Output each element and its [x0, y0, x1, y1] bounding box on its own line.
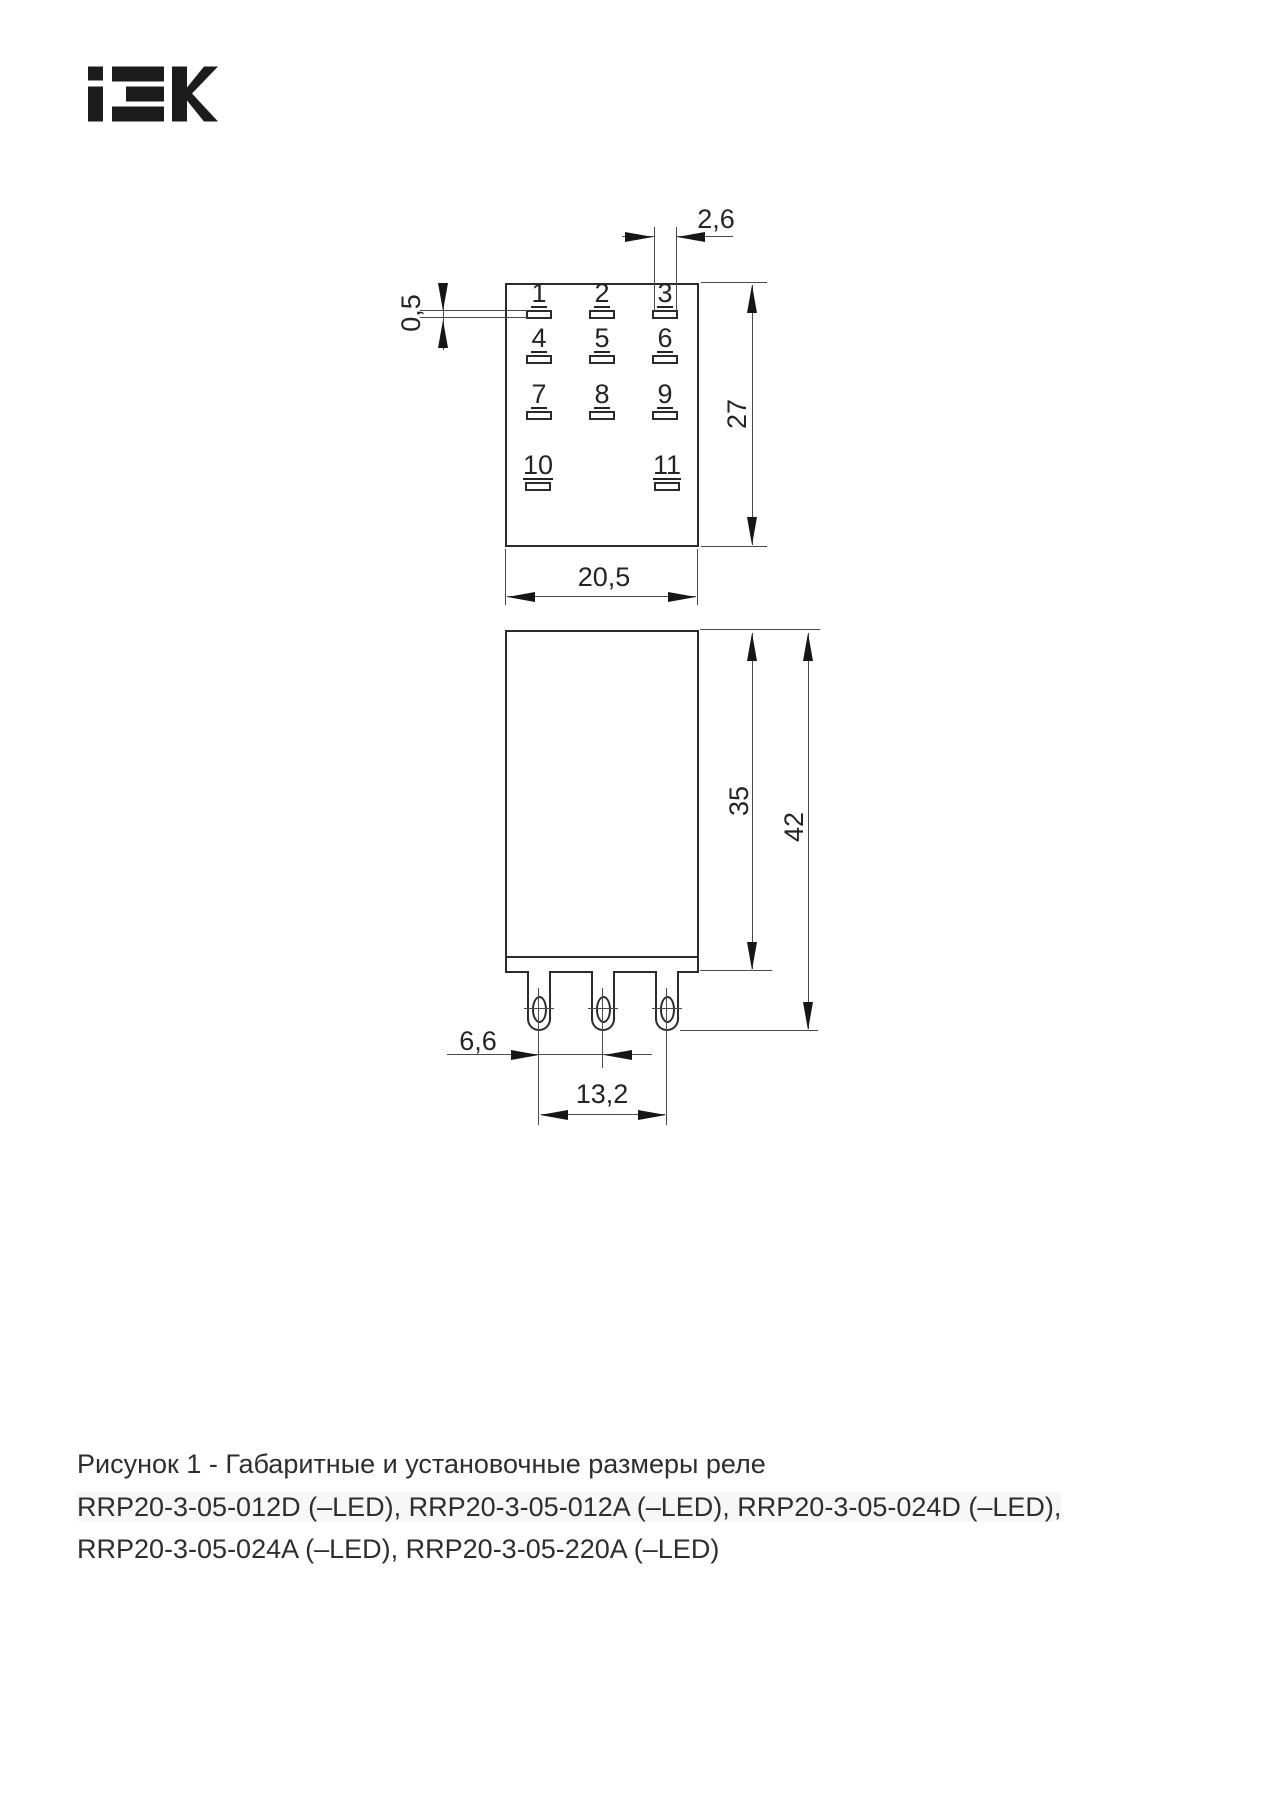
pin-number: 11 — [652, 450, 682, 480]
pin-slot — [652, 411, 678, 420]
leader-line — [420, 317, 528, 318]
top-pin-11 — [637, 450, 697, 491]
arrowhead — [625, 232, 653, 242]
arrowhead — [638, 1110, 666, 1120]
pin-number: 3 — [657, 278, 673, 308]
dim-label-body-height: 35 — [723, 785, 754, 817]
arrowhead — [747, 517, 757, 545]
arrowhead — [747, 942, 757, 970]
pin-slot — [589, 411, 615, 420]
pin-number: 8 — [594, 379, 610, 409]
leader-line — [420, 310, 528, 311]
logo-k-stem — [172, 67, 187, 122]
logo-e-mid — [126, 87, 164, 102]
figure-caption-title: Рисунок 1 - Габаритные и установочные размеры реле — [77, 1449, 766, 1479]
arrowhead — [507, 592, 535, 602]
extension-line — [505, 549, 506, 605]
arrowhead — [668, 592, 696, 602]
top-pin-10 — [508, 450, 568, 491]
logo-e-top — [112, 67, 164, 82]
pin-slot — [589, 355, 615, 364]
extension-line — [701, 546, 767, 547]
arrowhead — [747, 633, 757, 661]
extension-line — [700, 629, 820, 630]
top-pin-4 — [509, 323, 569, 364]
side-view-outline — [505, 630, 699, 958]
pin-number: 2 — [594, 278, 610, 308]
top-pin-7 — [509, 379, 569, 420]
logo-i-stem — [88, 87, 103, 122]
pin-number: 4 — [531, 323, 547, 353]
extension-line — [697, 549, 698, 605]
arrowhead — [438, 283, 448, 311]
centerline — [588, 1008, 618, 1009]
arrowhead — [540, 1110, 568, 1120]
pin-slot — [589, 310, 615, 319]
pin-slot — [526, 310, 552, 319]
centerline — [602, 988, 603, 1068]
logo-e-bottom — [112, 107, 164, 122]
centerline — [666, 988, 667, 1125]
logo-i-dot — [88, 67, 103, 81]
top-pin-1 — [509, 278, 569, 319]
top-pin-8 — [572, 379, 632, 420]
top-pin-3 — [635, 278, 695, 319]
centerline — [652, 1008, 682, 1009]
pin-number: 5 — [594, 323, 610, 353]
figure-caption-models-2: RRP20-3-05-024A (–LED), RRP20-3-05-220A (–LED) — [77, 1534, 720, 1564]
pin-hole — [660, 996, 675, 1023]
extension-line — [700, 970, 772, 971]
centerline — [524, 1008, 554, 1009]
iek-logo — [88, 66, 218, 122]
pin-slot — [525, 482, 551, 491]
pin-number: 10 — [522, 450, 554, 480]
dim-label-slot-height: 0,5 — [395, 294, 426, 332]
pin-hole — [596, 996, 611, 1023]
arrowhead — [803, 633, 813, 661]
dim-label-pin-pitch: 6,6 — [459, 1025, 497, 1056]
pin-number: 9 — [657, 379, 673, 409]
pin-number: 1 — [531, 278, 547, 308]
top-pin-9 — [635, 379, 695, 420]
top-pin-5 — [572, 323, 632, 364]
pin-number: 6 — [657, 323, 673, 353]
pin-number: 7 — [531, 379, 547, 409]
pin-slot — [526, 411, 552, 420]
pin-slot — [652, 355, 678, 364]
arrowhead — [438, 320, 448, 348]
dim-label-body-width: 20,5 — [577, 561, 631, 592]
pin-hole — [532, 996, 547, 1023]
figure-caption-models-1: RRP20-3-05-012D (–LED), RRP20-3-05-012A (–LED), RRP20-3-05-024D (–LED), — [77, 1492, 1062, 1522]
logo-k-chevron — [187, 67, 218, 122]
top-pin-2 — [572, 278, 632, 319]
dim-label-overall-height: 42 — [778, 811, 809, 843]
pin-slot — [652, 310, 678, 319]
dim-label-slot-width: 2,6 — [697, 203, 735, 234]
dim-label-top-height: 27 — [721, 398, 752, 430]
extension-line — [654, 227, 655, 311]
top-pin-6 — [635, 323, 695, 364]
dim-label-pin-span: 13,2 — [575, 1078, 629, 1109]
extension-line — [680, 1030, 818, 1031]
arrowhead — [803, 1002, 813, 1030]
arrowhead — [604, 1050, 632, 1060]
pin-slot — [526, 355, 552, 364]
arrowhead — [747, 285, 757, 313]
pin-slot — [654, 482, 680, 491]
extension-line — [701, 282, 767, 283]
